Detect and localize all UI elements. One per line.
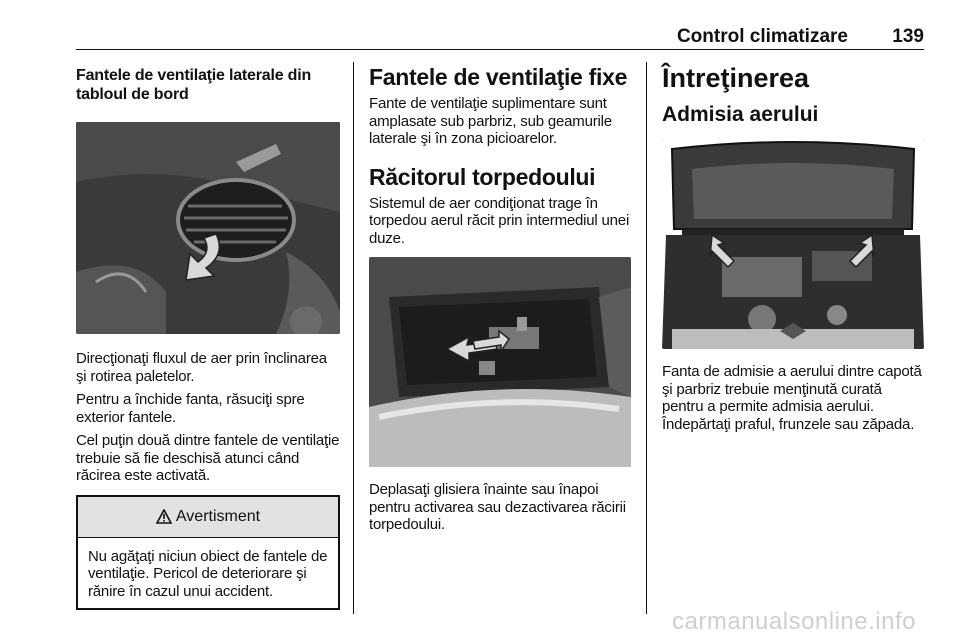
column-2 [369, 62, 633, 540]
glovebox-cooler-text: Sistemul de aer condiţionat trage în torpedou aerul răcit prin intermediul unei duze. [369, 194, 630, 247]
vent-direction-text: Direcţionaţi fluxul de aer prin înclinarea şi rotirea paletelor. [76, 350, 327, 385]
header-rule [76, 49, 924, 50]
warning-box [76, 495, 340, 611]
engine-bay-photo [662, 139, 924, 349]
fixed-vents-text: Fante de ventilaţie suplimentare sunt amplasate sub parbriz, sub geamurile laterale şi în zona picioarelor. [369, 95, 612, 147]
warning-text: Nu agăţaţi niciun obiect de fantele de ventilaţie. Pericol de deteriorare şi rănire în cazul unui accident. [88, 547, 328, 600]
fixed-vents-heading: Fantele de ventilaţie fixe [369, 64, 628, 90]
footer-watermark: carmanualsonline.info [672, 608, 916, 635]
glovebox-slider-text: Deplasaţi glisiera înainte sau înapoi pentru activarea sau dezactivarea răcirii torpedoului. [369, 481, 626, 533]
column-divider-1 [353, 62, 354, 614]
warning-triangle-icon [156, 509, 172, 524]
column-3 [662, 62, 924, 439]
vent-close-text: Pentru a închide fanta, răsuciţi spre exterior fantele. [76, 391, 305, 426]
maintenance-heading: Întreţinerea [662, 63, 810, 93]
page-number: 139 [892, 26, 924, 47]
column-1 [76, 62, 340, 610]
glovebox-cooler-heading: Răcitorul torpedoului [369, 163, 596, 190]
column-divider-2 [646, 62, 647, 614]
vent-open-requirement-text: Cel puţin două dintre fantele de ventilaţie trebuie să fie deschisă atunci când răcirea este activată. [76, 432, 340, 484]
header-section-title: Control climatizare [676, 26, 848, 47]
side-vent-photo [76, 122, 340, 334]
side-vents-subheading: Fantele de ventilaţie laterale din tabloul de bord [76, 67, 312, 103]
air-intake-text: Fanta de admisie a aerului dintre capotă şi parbriz trebuie menţinută curată pentru a permite admisia aerului. Îndepărtaţi praful, frunzele sau zăpada. [662, 363, 922, 433]
glovebox-photo [369, 257, 631, 467]
warning-header [78, 497, 338, 538]
warning-title: Avertisment [175, 507, 261, 525]
air-intake-heading: Admisia aerului [662, 103, 819, 126]
